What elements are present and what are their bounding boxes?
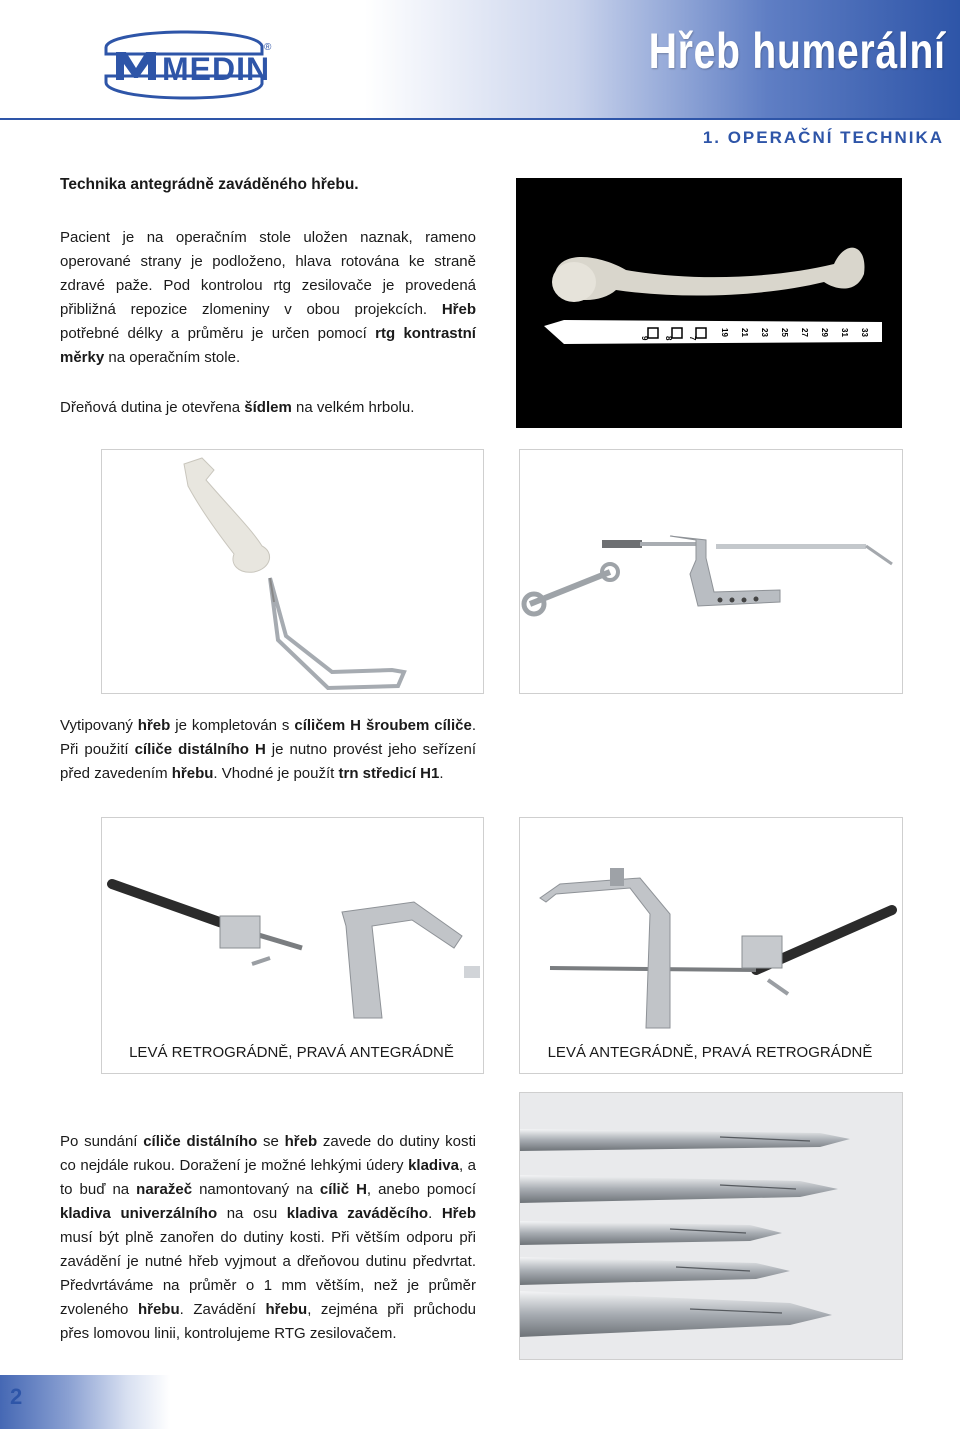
text-run: , a to buď na: [60, 1157, 476, 1198]
footer-band: [0, 1375, 170, 1429]
photo-aiming-left: [101, 817, 484, 1074]
text-run: . Při použití: [60, 717, 476, 758]
caption-left: LEVÁ RETROGRÁDNĚ, PRAVÁ ANTEGRÁDNĚ: [129, 1044, 454, 1061]
bold-run: cílič H: [319, 1181, 367, 1198]
bold-run: cíličem H šroubem cíliče: [294, 717, 472, 734]
photo-nail-tips: [519, 1092, 903, 1360]
text-run: se: [257, 1133, 285, 1150]
ruler-mark: 9: [640, 336, 649, 341]
text-run: potřebné délky a průměru je určen pomocí: [60, 325, 376, 342]
text-run: namontovaný na: [192, 1181, 320, 1198]
bold-run: hřeb: [284, 1133, 318, 1150]
ruler-mark: 23: [760, 328, 769, 337]
text-run: je nutno provést jeho seřízení před zavedením: [60, 741, 476, 782]
humerus-ruler-image: [516, 178, 902, 428]
ruler-mark: 27: [800, 328, 809, 337]
bold-run: trn středicí H1: [338, 765, 440, 782]
ruler-mark: 21: [740, 328, 749, 337]
bold-run: hřebu: [137, 1301, 180, 1318]
text-run: je kompletován s: [170, 717, 295, 734]
nail-tips-image: [520, 1093, 902, 1359]
text-run: musí být plně zanořen do dutiny kosti. Při větším odporu při zavádění je nutné hřeb vyjmout a dřeňovou dutinu předvrtat. Předvrtáváme na průměr o 1 mm větším, než je průměr zvoleného: [60, 1229, 476, 1318]
aiming-left-image: [102, 818, 483, 1073]
bold-run: kladiva: [408, 1157, 459, 1174]
text-run: , anebo pomocí: [366, 1181, 477, 1198]
text-run: , zejména při průchodu přes lomovou linii, kontrolujeme RTG zesilovačem.: [60, 1301, 476, 1342]
bold-run: Hřeb: [441, 1205, 476, 1222]
bold-run: kladiva zaváděcího: [286, 1205, 429, 1222]
section-heading: Technika antegrádně zaváděného hřebu.: [60, 176, 359, 193]
ruler-mark: 8: [664, 336, 673, 341]
text-run: Dřeňová dutina je otevřena: [60, 399, 245, 416]
section-label: 1. OPERAČNÍ TECHNIKA: [702, 128, 944, 147]
text-run: na velkém hrbolu.: [291, 399, 415, 416]
text-run: zavede do dutiny kosti co nejdále rukou. Doražení je možné lehkými údery: [60, 1133, 477, 1174]
text-run: na osu: [217, 1205, 287, 1222]
photo-aiming-device-parts: [519, 449, 903, 694]
bold-run: Hřeb: [441, 301, 476, 318]
registered-mark: ®: [264, 42, 272, 53]
medin-logo: [86, 20, 282, 108]
caption-right: LEVÁ ANTEGRÁDNĚ, PRAVÁ RETROGRÁDNĚ: [547, 1044, 873, 1061]
text-run: Pacient je na operačním stole uložen naznak, rameno operované strany je podloženo, hlava rotována ke straně zdravé paže. Pod kontrolou rtg zesilovače je provedená přibližná repozice zlomeniny v obou projekcích.: [60, 229, 476, 318]
bold-run: cíliče distálního: [143, 1133, 258, 1150]
text-run: Vytipovaný: [60, 717, 138, 734]
ruler-mark: 19: [720, 328, 729, 337]
logo-text: MEDIN: [162, 51, 271, 87]
aiming-device-parts-image: [520, 450, 902, 693]
paragraph-patient-positioning: [60, 226, 476, 370]
text-run: . Zavádění: [179, 1301, 266, 1318]
ruler-mark: 29: [820, 328, 829, 337]
header-rule: [0, 118, 960, 120]
text-run: .: [439, 765, 444, 782]
document-title: Hřeb humerální: [649, 23, 946, 79]
page-number: 2: [10, 1384, 23, 1409]
bold-run: šídlem: [244, 399, 292, 416]
bold-run: hřebu: [171, 765, 214, 782]
paragraph-nail-assembly: [60, 714, 476, 786]
ruler-mark: 31: [840, 328, 849, 337]
aiming-right-image: [520, 818, 902, 1073]
bold-run: naražeč: [136, 1181, 193, 1198]
paragraph-medullary-canal: [60, 396, 476, 420]
text-run: .: [428, 1205, 442, 1222]
ruler-mark: 7: [688, 336, 697, 341]
ruler-mark: 33: [860, 328, 869, 337]
medin-logo-icon: [86, 20, 282, 108]
bold-run: hřebu: [265, 1301, 308, 1318]
text-run: na operačním stole.: [104, 349, 241, 366]
paragraph-nail-insertion: [60, 1130, 476, 1346]
bold-run: cíliče distálního H: [134, 741, 266, 758]
bold-run: kladiva univerzálního: [60, 1205, 218, 1222]
bold-run: hřeb: [137, 717, 171, 734]
text-run: Po sundání: [60, 1133, 144, 1150]
photo-aiming-right: [519, 817, 903, 1074]
ruler-mark: 25: [780, 328, 789, 337]
photo-awl-bone: [101, 449, 484, 694]
bold-run: rtg kontrastní měrky: [60, 325, 476, 366]
photo-humerus-ruler: [516, 178, 902, 428]
awl-bone-image: [102, 450, 483, 693]
text-run: . Vhodné je použít: [213, 765, 339, 782]
